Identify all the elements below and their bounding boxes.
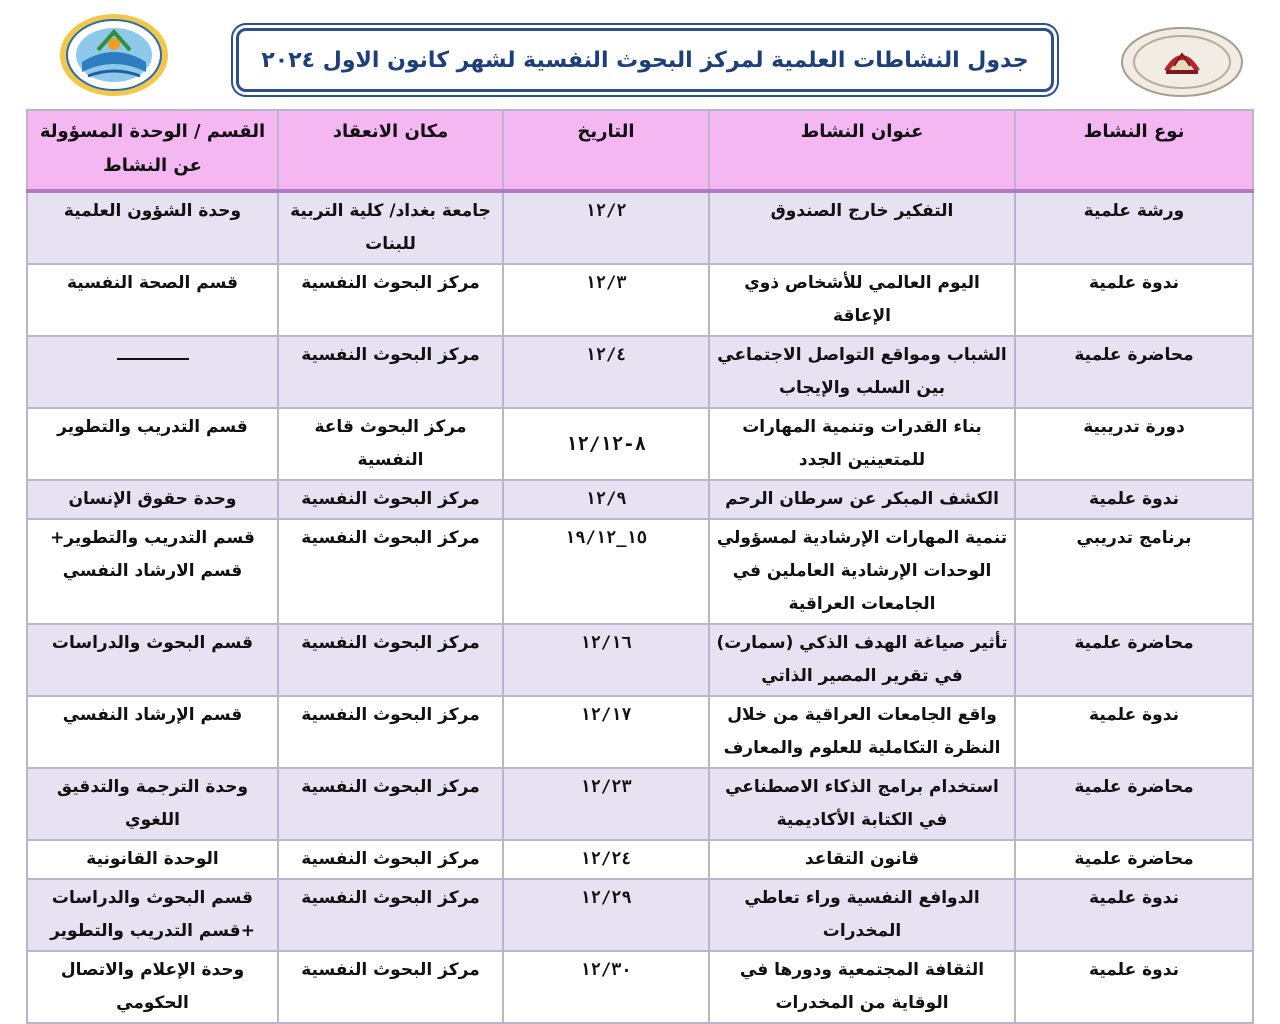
table-row [27, 336, 1253, 408]
cell-title: التفكير خارج الصندوق [709, 191, 1015, 264]
cell-place: مركز البحوث النفسية [278, 336, 503, 408]
table-row [27, 696, 1253, 768]
cell-place: مركز البحوث النفسية [278, 696, 503, 768]
table-row [27, 264, 1253, 336]
cell-type: ندوة علمية [1015, 696, 1253, 768]
page-title: جدول النشاطات العلمية لمركز البحوث النفسية لشهر كانون الاول ٢٠٢٤ [261, 47, 1029, 73]
cell-place: مركز البحوث قاعة النفسية [278, 408, 503, 480]
cell-date: ٨-١٢/١٢ [503, 408, 709, 480]
cell-place: جامعة بغداد/ كلية التربية للبنات [278, 191, 503, 264]
cell-type: محاضرة علمية [1015, 768, 1253, 840]
cell-type: محاضرة علمية [1015, 840, 1253, 879]
activities-table [26, 109, 1254, 1024]
cell-place: مركز البحوث النفسية [278, 519, 503, 624]
table-row [27, 768, 1253, 840]
cell-title: بناء القدرات وتنمية المهارات للمتعينين الجدد [709, 408, 1015, 480]
cell-unit: الوحدة القانونية [27, 840, 278, 879]
cell-unit [27, 336, 278, 408]
cell-unit: وحدة الشؤون العلمية [27, 191, 278, 264]
cell-place: مركز البحوث النفسية [278, 879, 503, 951]
cell-date: ١٢/٢٩ [503, 879, 709, 951]
empty-dash [117, 358, 189, 360]
cell-title: الشباب ومواقع التواصل الاجتماعي بين السلب والإيجاب [709, 336, 1015, 408]
cell-date: ١٥_١٩/١٢ [503, 519, 709, 624]
table-row [27, 624, 1253, 696]
cell-type: دورة تدريبية [1015, 408, 1253, 480]
cell-date: ١٢/٢ [503, 191, 709, 264]
cell-title: الدوافع النفسية وراء تعاطي المخدرات [709, 879, 1015, 951]
cell-date: ١٢/٤ [503, 336, 709, 408]
table-row [27, 519, 1253, 624]
table-row [27, 840, 1253, 879]
table-row [27, 480, 1253, 519]
cell-date: ١٢/٣٠ [503, 951, 709, 1023]
table-header-row [27, 110, 1253, 191]
cell-type: محاضرة علمية [1015, 624, 1253, 696]
cell-type: ندوة علمية [1015, 264, 1253, 336]
cell-unit: وحدة الترجمة والتدقيق اللغوي [27, 768, 278, 840]
column-header-title: عنوان النشاط [709, 110, 1015, 191]
cell-unit: قسم الإرشاد النفسي [27, 696, 278, 768]
cell-title: اليوم العالمي للأشخاص ذوي الإعاقة [709, 264, 1015, 336]
cell-unit: وحدة حقوق الإنسان [27, 480, 278, 519]
cell-type: ورشة علمية [1015, 191, 1253, 264]
cell-place: مركز البحوث النفسية [278, 480, 503, 519]
cell-unit: قسم التدريب والتطوير+ قسم الارشاد النفسي [27, 519, 278, 624]
cell-title: استخدام برامج الذكاء الاصطناعي في الكتابة الأكاديمية [709, 768, 1015, 840]
cell-type: محاضرة علمية [1015, 336, 1253, 408]
cell-title: واقع الجامعات العراقية من خلال النظرة التكاملية للعلوم والمعارف [709, 696, 1015, 768]
cell-date: ١٢/٢٣ [503, 768, 709, 840]
table-row [27, 191, 1253, 264]
page-header [0, 0, 1280, 108]
cell-place: مركز البحوث النفسية [278, 951, 503, 1023]
cell-type: ندوة علمية [1015, 879, 1253, 951]
cell-unit: قسم التدريب والتطوير [27, 408, 278, 480]
cell-title: تأثير صياغة الهدف الذكي (سمارت) في تقرير المصير الذاتي [709, 624, 1015, 696]
cell-place: مركز البحوث النفسية [278, 264, 503, 336]
cell-unit: قسم الصحة النفسية [27, 264, 278, 336]
table-row [27, 408, 1253, 480]
column-header-unit: القسم / الوحدة المسؤولة عن النشاط [27, 110, 278, 191]
ministry-higher-education-logo [1120, 26, 1244, 98]
title-box [236, 28, 1054, 92]
cell-unit: قسم البحوث والدراسات +قسم التدريب والتطوير [27, 879, 278, 951]
cell-place: مركز البحوث النفسية [278, 840, 503, 879]
cell-date: ١٢/١٦ [503, 624, 709, 696]
cell-unit: وحدة الإعلام والاتصال الحكومي [27, 951, 278, 1023]
university-baghdad-logo [58, 12, 170, 98]
cell-date: ١٢/١٧ [503, 696, 709, 768]
cell-type: ندوة علمية [1015, 480, 1253, 519]
cell-title: تنمية المهارات الإرشادية لمسؤولي الوحدات الإرشادية العاملين في الجامعات العراقية [709, 519, 1015, 624]
cell-title: الكشف المبكر عن سرطان الرحم [709, 480, 1015, 519]
column-header-type: نوع النشاط [1015, 110, 1253, 191]
table-row [27, 879, 1253, 951]
activities-table-container [28, 109, 1254, 1024]
column-header-place: مكان الانعقاد [278, 110, 503, 191]
cell-place: مركز البحوث النفسية [278, 624, 503, 696]
cell-unit: قسم البحوث والدراسات [27, 624, 278, 696]
cell-date: ١٢/٩ [503, 480, 709, 519]
cell-type: برنامج تدريبي [1015, 519, 1253, 624]
cell-date: ١٢/٢٤ [503, 840, 709, 879]
column-header-date: التاريخ [503, 110, 709, 191]
cell-type: ندوة علمية [1015, 951, 1253, 1023]
cell-date: ١٢/٣ [503, 264, 709, 336]
cell-title: الثقافة المجتمعية ودورها في الوقاية من المخدرات [709, 951, 1015, 1023]
table-row [27, 951, 1253, 1023]
cell-place: مركز البحوث النفسية [278, 768, 503, 840]
cell-title: قانون التقاعد [709, 840, 1015, 879]
